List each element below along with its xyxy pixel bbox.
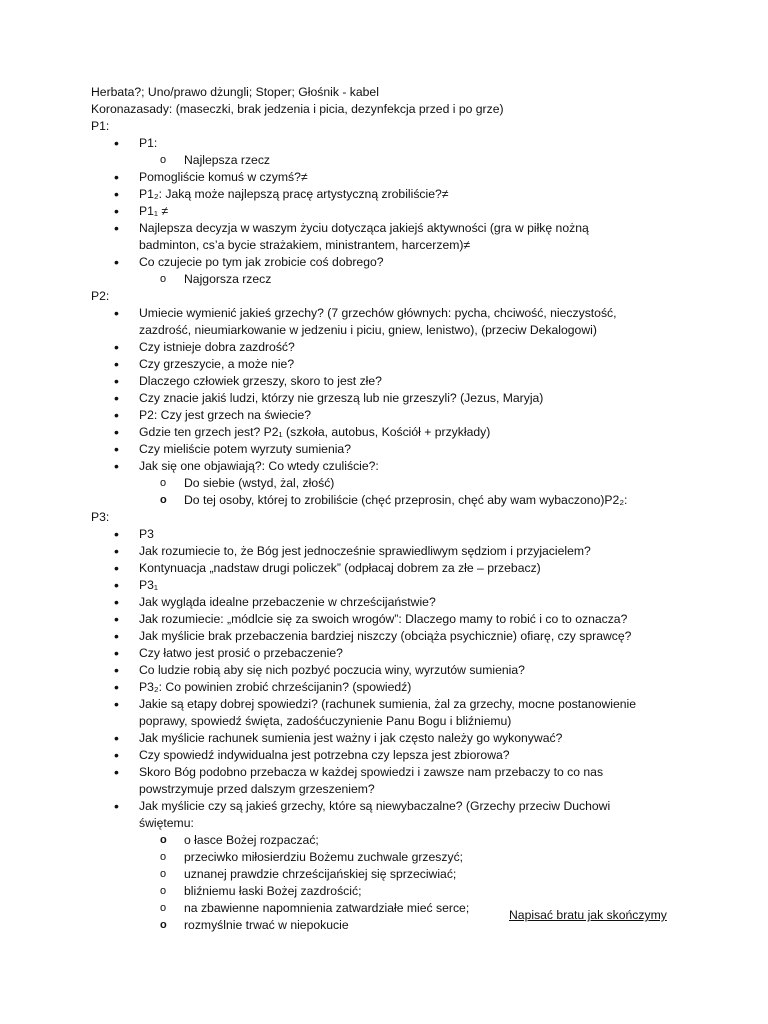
list-item: • P3₁: [91, 577, 691, 594]
list-item: • Jak wygląda idealne przebaczenie w chrześcijaństwie?: [91, 594, 691, 611]
section-p3-list: [91, 526, 691, 934]
list-item: • Czy łatwo jest prosić o przebaczenie?: [91, 645, 691, 662]
sub-list-item: o Najgorsza rzecz: [91, 271, 691, 288]
list-item: • P1: o Najlepsza rzecz: [91, 135, 691, 169]
list-item: • P3₂: Co powinien zrobić chrześcijanin? (spowiedź): [91, 679, 691, 696]
section-p2-label: P2:: [91, 289, 110, 303]
list-item: • Najlepsza decyzja w waszym życiu dotycząca jakiejś aktywności (gra w piłkę nożną badminton, cs’a bycie strażakiem, ministrantem, harcerzem)≠: [91, 220, 619, 254]
list-item: • Gdzie ten grzech jest? P2₁ (szkoła, autobus, Kościół + przykłady): [91, 424, 691, 441]
list-item: • Czy mieliście potem wyrzuty sumienia?: [91, 441, 691, 458]
sub-list-item: o o łasce Bożej rozpaczać;: [91, 832, 629, 849]
sub-list-item: o Najlepsza rzecz: [91, 152, 691, 169]
document-body: [91, 84, 691, 934]
list-item: • Jak myślicie brak przebaczenia bardziej niszczy (obciąża psychicznie) ofiarę, czy sprawcę?: [91, 628, 691, 645]
list-item: • Co ludzie robią aby się nich pozbyć poczucia winy, wyrzutów sumienia?: [91, 662, 691, 679]
list-item: • Jak się one objawiają?: Co wtedy czuliście?: o Do siebie (wstyd, żal, złość) o Do tej osoby, której to zrobiliście (chęć przeprosin, chęć aby wam wybaczono)P2₂:: [91, 458, 691, 509]
sub-list-item: o przeciwko miłosierdziu Bożemu zuchwale grzeszyć;: [91, 849, 629, 866]
section-p1-list: [91, 135, 691, 288]
list-item: • P1₂: Jaką może najlepszą pracę artystyczną zrobiliście?≠: [91, 186, 691, 203]
list-item: • Skoro Bóg podobno przebacza w każdej spowiedzi i zawsze nam przebaczy to co nas powstrzymuje przed dalszym grzeszeniem?: [91, 764, 629, 798]
list-item: • Jak myślicie rachunek sumienia jest ważny i jak często należy go wykonywać?: [91, 730, 691, 747]
list-item: • P3: [91, 526, 691, 543]
sub-list-item: o na zbawienne napomnienia zatwardziałe mieć serce;: [91, 900, 629, 917]
list-item: • Jak rozumiecie: „módlcie się za swoich wrogów”: Dlaczego mamy to robić i co to oznacza?: [91, 611, 691, 628]
list-item: • P1₁ ≠: [91, 203, 691, 220]
section-p1-label: P1:: [91, 119, 110, 133]
list-item: • Czy spowiedź indywidualna jest potrzebna czy lepsza jest zbiorowa?: [91, 747, 691, 764]
header-line-1: Herbata?; Uno/prawo dżungli; Stoper; Głośnik - kabel: [91, 85, 379, 99]
sub-list-item: o rozmyślnie trwać w niepokucie: [91, 917, 629, 934]
sub-list-item: o Do siebie (wstyd, żal, złość): [91, 475, 691, 492]
list-item: • Jakie są etapy dobrej spowiedzi? (rachunek sumienia, żal za grzechy, mocne postanowienie poprawy, spowiedź święta, zadośćuczynienie Panu Bogu i bliźniemu): [91, 696, 664, 730]
list-item: • Dlaczego człowiek grzeszy, skoro to jest złe?: [91, 373, 691, 390]
list-item: • Czy istnieje dobra zazdrość?: [91, 339, 691, 356]
list-item: • P2: Czy jest grzech na świecie?: [91, 407, 691, 424]
list-item: • Kontynuacja „nadstaw drugi policzek” (odpłacaj dobrem za złe – przebacz): [91, 560, 691, 577]
list-item: • Jak rozumiecie to, że Bóg jest jednocześnie sprawiedliwym sędziom i przyjacielem?: [91, 543, 691, 560]
list-item: • Jak myślicie czy są jakieś grzechy, które są niewybaczalne? (Grzechy przeciw Duchowi świętemu: o o łasce Bożej rozpaczać; o przeciwko miłosierdziu Bożemu zuchwale grzeszyć; o uznanej prawdzie chrześcijańskiej się sprzeciwiać; o bliźniemu łaski Bożej zazdrościć; o na zbawienne napomnienia zatwardziałe mieć serce; o rozmyślnie trwać w niepokucie: [91, 798, 629, 934]
header-line-2: Koronazasady: (maseczki, brak jedzenia i picia, dezynfekcja przed i po grze): [91, 102, 504, 116]
sub-list-item: o bliźniemu łaski Bożej zazdrościć;: [91, 883, 629, 900]
list-item: • Co czujecie po tym jak zrobicie coś dobrego? o Najgorsza rzecz: [91, 254, 691, 288]
sub-list-item: o uznanej prawdzie chrześcijańskiej się sprzeciwiać;: [91, 866, 629, 883]
section-p2-list: [91, 305, 691, 509]
sub-list-item: o Do tej osoby, której to zrobiliście (chęć przeprosin, chęć aby wam wybaczono)P2₂:: [91, 492, 691, 509]
list-item: • Pomogliście komuś w czymś?≠: [91, 169, 691, 186]
list-item: • Czy grzeszycie, a może nie?: [91, 356, 691, 373]
list-item: • Czy znacie jakiś ludzi, którzy nie grzeszą lub nie grzeszyli? (Jezus, Maryja): [91, 390, 691, 407]
section-p3-label: P3:: [91, 510, 110, 524]
list-item: • Umiecie wymienić jakieś grzechy? (7 grzechów głównych: pycha, chciwość, nieczystość, zazdrość, nieumiarkowanie w jedzeniu i piciu, gniew, lenistwo), (przeciw Dekalogowi): [91, 305, 629, 339]
note-underlined: Napisać bratu jak skończymy: [509, 908, 667, 922]
